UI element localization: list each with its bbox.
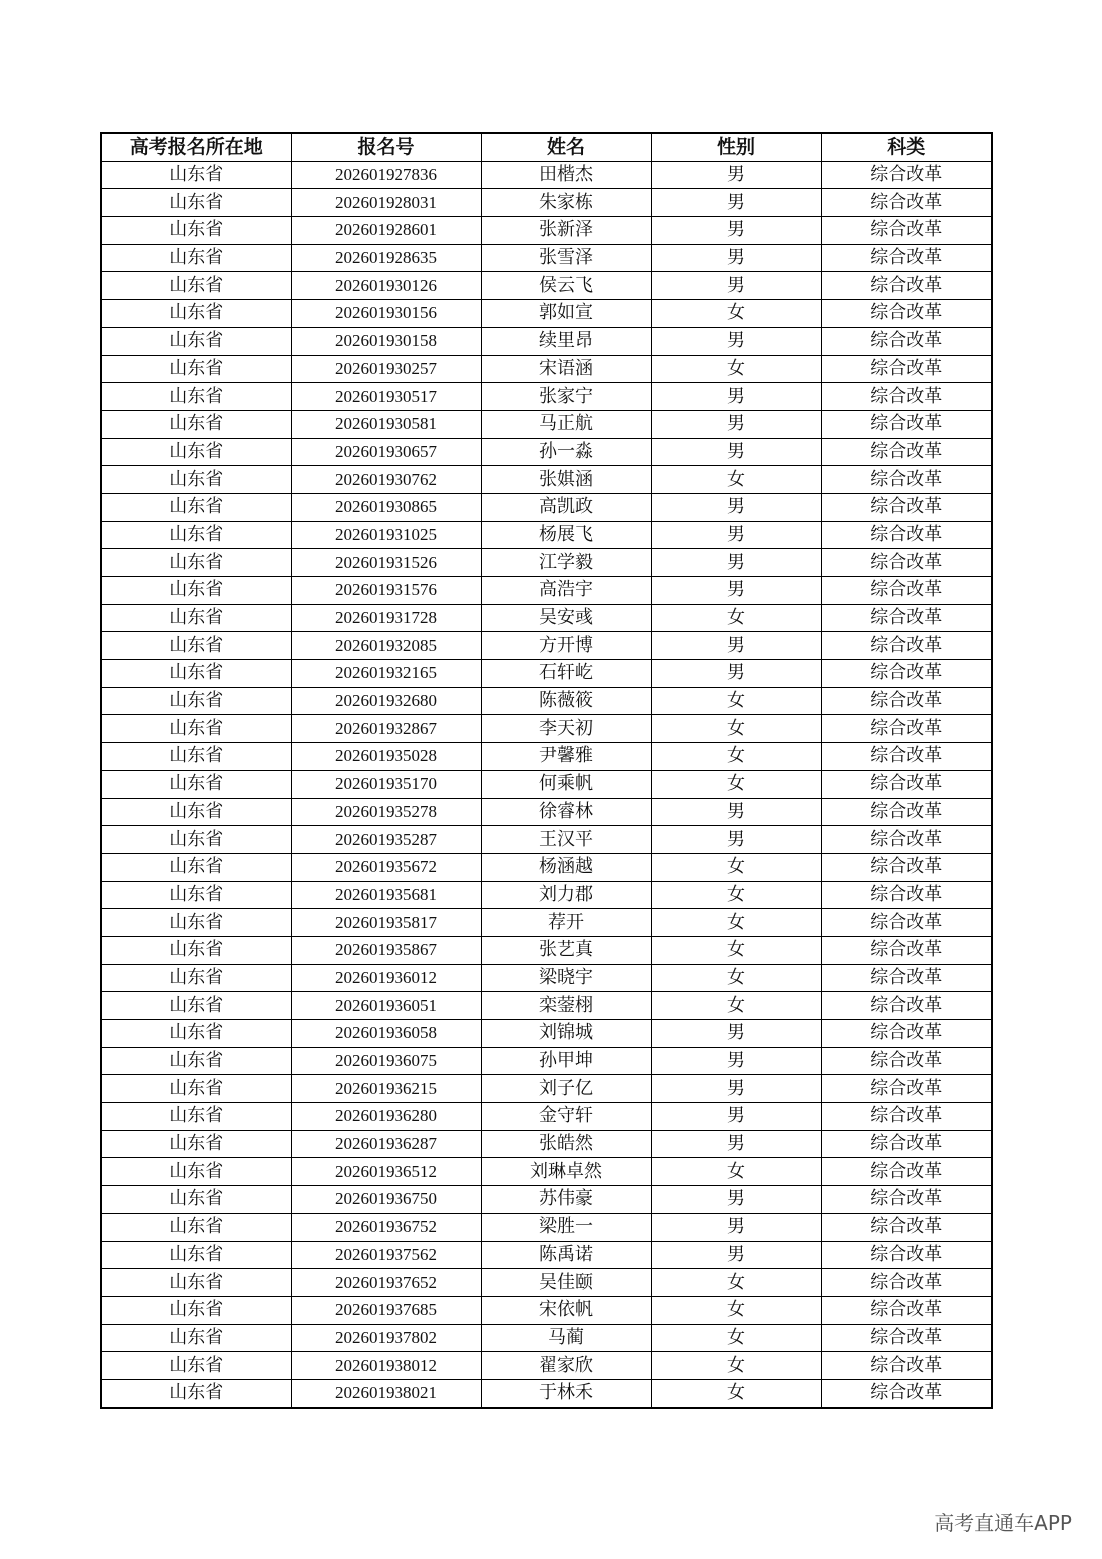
cell-name: 孙一淼	[481, 438, 651, 466]
cell-subject-category: 综合改革	[821, 161, 992, 189]
cell-subject-category: 综合改革	[821, 632, 992, 660]
cell-subject-category: 综合改革	[821, 687, 992, 715]
cell-registration-number: 202601930762	[291, 466, 481, 494]
cell-name: 刘子亿	[481, 1075, 651, 1103]
cell-name: 张雪泽	[481, 244, 651, 272]
cell-location: 山东省	[101, 1241, 291, 1269]
table-row	[101, 1213, 992, 1241]
cell-gender: 男	[651, 272, 821, 300]
header-gender: 性别	[651, 133, 821, 161]
cell-name: 李天初	[481, 715, 651, 743]
cell-registration-number: 202601928031	[291, 189, 481, 217]
cell-subject-category: 综合改革	[821, 909, 992, 937]
cell-gender: 男	[651, 660, 821, 688]
cell-name: 尹馨雅	[481, 743, 651, 771]
cell-registration-number: 202601930657	[291, 438, 481, 466]
header-name: 姓名	[481, 133, 651, 161]
cell-registration-number: 202601930581	[291, 410, 481, 438]
cell-gender: 女	[651, 687, 821, 715]
cell-registration-number: 202601930517	[291, 383, 481, 411]
cell-name: 郭如宣	[481, 300, 651, 328]
cell-subject-category: 综合改革	[821, 826, 992, 854]
table-row	[101, 217, 992, 245]
table-row	[101, 881, 992, 909]
table-row	[101, 493, 992, 521]
cell-subject-category: 综合改革	[821, 881, 992, 909]
cell-gender: 男	[651, 217, 821, 245]
cell-gender: 男	[651, 161, 821, 189]
cell-registration-number: 202601936012	[291, 964, 481, 992]
table-row	[101, 355, 992, 383]
cell-registration-number: 202601930257	[291, 355, 481, 383]
cell-gender: 女	[651, 770, 821, 798]
cell-location: 山东省	[101, 743, 291, 771]
cell-location: 山东省	[101, 1269, 291, 1297]
cell-location: 山东省	[101, 189, 291, 217]
cell-gender: 女	[651, 964, 821, 992]
table-row	[101, 715, 992, 743]
cell-gender: 女	[651, 355, 821, 383]
cell-registration-number: 202601936051	[291, 992, 481, 1020]
cell-name: 石轩屹	[481, 660, 651, 688]
cell-registration-number: 202601937685	[291, 1296, 481, 1324]
cell-registration-number: 202601930126	[291, 272, 481, 300]
table-row	[101, 798, 992, 826]
cell-registration-number: 202601935672	[291, 853, 481, 881]
cell-location: 山东省	[101, 964, 291, 992]
cell-name: 方开博	[481, 632, 651, 660]
cell-location: 山东省	[101, 604, 291, 632]
cell-name: 于林禾	[481, 1379, 651, 1407]
cell-gender: 女	[651, 466, 821, 494]
cell-gender: 男	[651, 521, 821, 549]
cell-location: 山东省	[101, 272, 291, 300]
cell-location: 山东省	[101, 300, 291, 328]
cell-subject-category: 综合改革	[821, 410, 992, 438]
table-row	[101, 1103, 992, 1131]
cell-gender: 男	[651, 438, 821, 466]
cell-subject-category: 综合改革	[821, 466, 992, 494]
cell-registration-number: 202601932165	[291, 660, 481, 688]
watermark: 高考直通车APP	[934, 1511, 1072, 1535]
cell-location: 山东省	[101, 244, 291, 272]
cell-gender: 女	[651, 853, 821, 881]
cell-name: 王汉平	[481, 826, 651, 854]
cell-registration-number: 202601930156	[291, 300, 481, 328]
cell-name: 杨涵越	[481, 853, 651, 881]
cell-subject-category: 综合改革	[821, 1324, 992, 1352]
cell-subject-category: 综合改革	[821, 327, 992, 355]
cell-gender: 男	[651, 577, 821, 605]
cell-gender: 女	[651, 1296, 821, 1324]
cell-subject-category: 综合改革	[821, 1103, 992, 1131]
cell-name: 刘锦城	[481, 1020, 651, 1048]
table-header-row	[101, 133, 992, 161]
cell-registration-number: 202601936287	[291, 1130, 481, 1158]
cell-location: 山东省	[101, 936, 291, 964]
cell-name: 荐开	[481, 909, 651, 937]
cell-location: 山东省	[101, 798, 291, 826]
cell-location: 山东省	[101, 660, 291, 688]
cell-name: 翟家欣	[481, 1352, 651, 1380]
cell-registration-number: 202601932085	[291, 632, 481, 660]
table-row	[101, 577, 992, 605]
cell-subject-category: 综合改革	[821, 1130, 992, 1158]
cell-subject-category: 综合改革	[821, 577, 992, 605]
cell-location: 山东省	[101, 410, 291, 438]
cell-name: 梁晓宇	[481, 964, 651, 992]
cell-registration-number: 202601935817	[291, 909, 481, 937]
cell-subject-category: 综合改革	[821, 383, 992, 411]
cell-name: 宋依帆	[481, 1296, 651, 1324]
cell-registration-number: 202601931576	[291, 577, 481, 605]
table-row	[101, 1020, 992, 1048]
cell-location: 山东省	[101, 438, 291, 466]
cell-gender: 女	[651, 743, 821, 771]
cell-location: 山东省	[101, 1352, 291, 1380]
cell-gender: 女	[651, 1324, 821, 1352]
table-row	[101, 1324, 992, 1352]
cell-location: 山东省	[101, 549, 291, 577]
cell-location: 山东省	[101, 577, 291, 605]
cell-subject-category: 综合改革	[821, 521, 992, 549]
cell-name: 刘琳卓然	[481, 1158, 651, 1186]
cell-gender: 女	[651, 300, 821, 328]
cell-location: 山东省	[101, 1130, 291, 1158]
table-row	[101, 1241, 992, 1269]
cell-registration-number: 202601931025	[291, 521, 481, 549]
cell-location: 山东省	[101, 881, 291, 909]
cell-name: 宋语涵	[481, 355, 651, 383]
cell-registration-number: 202601931526	[291, 549, 481, 577]
cell-name: 张新泽	[481, 217, 651, 245]
cell-subject-category: 综合改革	[821, 992, 992, 1020]
cell-gender: 男	[651, 383, 821, 411]
cell-gender: 女	[651, 1379, 821, 1407]
cell-name: 刘力郡	[481, 881, 651, 909]
cell-subject-category: 综合改革	[821, 244, 992, 272]
cell-registration-number: 202601936512	[291, 1158, 481, 1186]
table-row	[101, 826, 992, 854]
cell-name: 张艺真	[481, 936, 651, 964]
cell-subject-category: 综合改革	[821, 300, 992, 328]
cell-registration-number: 202601935278	[291, 798, 481, 826]
table-row	[101, 1379, 992, 1407]
cell-registration-number: 202601936750	[291, 1186, 481, 1214]
table-row	[101, 632, 992, 660]
cell-subject-category: 综合改革	[821, 1269, 992, 1297]
cell-gender: 女	[651, 1269, 821, 1297]
cell-gender: 男	[651, 826, 821, 854]
table-row	[101, 660, 992, 688]
cell-location: 山东省	[101, 493, 291, 521]
cell-subject-category: 综合改革	[821, 1158, 992, 1186]
cell-name: 续里昂	[481, 327, 651, 355]
table-row	[101, 272, 992, 300]
cell-gender: 男	[651, 549, 821, 577]
cell-registration-number: 202601937802	[291, 1324, 481, 1352]
cell-gender: 女	[651, 1158, 821, 1186]
table-row	[101, 743, 992, 771]
cell-subject-category: 综合改革	[821, 660, 992, 688]
cell-gender: 男	[651, 1213, 821, 1241]
cell-location: 山东省	[101, 632, 291, 660]
cell-gender: 男	[651, 1130, 821, 1158]
table-row	[101, 438, 992, 466]
cell-location: 山东省	[101, 1379, 291, 1407]
cell-subject-category: 综合改革	[821, 1241, 992, 1269]
cell-name: 苏伟豪	[481, 1186, 651, 1214]
table-row	[101, 327, 992, 355]
cell-location: 山东省	[101, 1213, 291, 1241]
cell-gender: 女	[651, 604, 821, 632]
cell-gender: 男	[651, 798, 821, 826]
cell-location: 山东省	[101, 1324, 291, 1352]
cell-name: 马正航	[481, 410, 651, 438]
cell-gender: 男	[651, 493, 821, 521]
table-row	[101, 1047, 992, 1075]
cell-gender: 男	[651, 1241, 821, 1269]
cell-subject-category: 综合改革	[821, 493, 992, 521]
table-row	[101, 604, 992, 632]
cell-subject-category: 综合改革	[821, 964, 992, 992]
cell-location: 山东省	[101, 687, 291, 715]
cell-name: 马蔺	[481, 1324, 651, 1352]
cell-registration-number: 202601935170	[291, 770, 481, 798]
table-row	[101, 410, 992, 438]
table-row	[101, 549, 992, 577]
cell-gender: 女	[651, 715, 821, 743]
cell-location: 山东省	[101, 826, 291, 854]
cell-location: 山东省	[101, 161, 291, 189]
table-row	[101, 992, 992, 1020]
cell-name: 朱家栋	[481, 189, 651, 217]
admission-list-table	[100, 132, 993, 1409]
cell-subject-category: 综合改革	[821, 1379, 992, 1407]
table-row	[101, 466, 992, 494]
cell-name: 陈薇筱	[481, 687, 651, 715]
cell-registration-number: 202601932680	[291, 687, 481, 715]
cell-subject-category: 综合改革	[821, 1186, 992, 1214]
table-row	[101, 964, 992, 992]
cell-gender: 男	[651, 1075, 821, 1103]
cell-subject-category: 综合改革	[821, 438, 992, 466]
cell-gender: 男	[651, 244, 821, 272]
cell-name: 孙甲坤	[481, 1047, 651, 1075]
cell-location: 山东省	[101, 521, 291, 549]
table-row	[101, 770, 992, 798]
cell-name: 杨展飞	[481, 521, 651, 549]
cell-subject-category: 综合改革	[821, 1020, 992, 1048]
table-row	[101, 1186, 992, 1214]
cell-name: 高凯政	[481, 493, 651, 521]
cell-location: 山东省	[101, 1020, 291, 1048]
cell-registration-number: 202601938021	[291, 1379, 481, 1407]
cell-registration-number: 202601931728	[291, 604, 481, 632]
cell-location: 山东省	[101, 1103, 291, 1131]
cell-gender: 男	[651, 1103, 821, 1131]
cell-location: 山东省	[101, 1158, 291, 1186]
cell-registration-number: 202601935867	[291, 936, 481, 964]
cell-location: 山东省	[101, 1296, 291, 1324]
cell-subject-category: 综合改革	[821, 936, 992, 964]
cell-subject-category: 综合改革	[821, 549, 992, 577]
cell-name: 田楷杰	[481, 161, 651, 189]
cell-gender: 男	[651, 189, 821, 217]
cell-location: 山东省	[101, 1047, 291, 1075]
cell-name: 徐睿林	[481, 798, 651, 826]
header-subject-category: 科类	[821, 133, 992, 161]
cell-subject-category: 综合改革	[821, 715, 992, 743]
table-row	[101, 300, 992, 328]
cell-name: 何乘帆	[481, 770, 651, 798]
table-row	[101, 1296, 992, 1324]
cell-subject-category: 综合改革	[821, 1075, 992, 1103]
cell-registration-number: 202601936058	[291, 1020, 481, 1048]
cell-registration-number: 202601937652	[291, 1269, 481, 1297]
cell-name: 金守轩	[481, 1103, 651, 1131]
table-row	[101, 161, 992, 189]
cell-subject-category: 综合改革	[821, 604, 992, 632]
cell-gender: 女	[651, 936, 821, 964]
cell-name: 吴佳颐	[481, 1269, 651, 1297]
cell-registration-number: 202601936215	[291, 1075, 481, 1103]
cell-registration-number: 202601935028	[291, 743, 481, 771]
header-location: 高考报名所在地	[101, 133, 291, 161]
cell-subject-category: 综合改革	[821, 189, 992, 217]
table-row	[101, 189, 992, 217]
cell-registration-number: 202601935681	[291, 881, 481, 909]
cell-subject-category: 综合改革	[821, 770, 992, 798]
table-row	[101, 853, 992, 881]
cell-gender: 男	[651, 632, 821, 660]
cell-subject-category: 综合改革	[821, 355, 992, 383]
cell-location: 山东省	[101, 327, 291, 355]
cell-registration-number: 202601928601	[291, 217, 481, 245]
cell-location: 山东省	[101, 217, 291, 245]
cell-location: 山东省	[101, 770, 291, 798]
cell-name: 栾蓥栩	[481, 992, 651, 1020]
cell-registration-number: 202601937562	[291, 1241, 481, 1269]
table-row	[101, 1130, 992, 1158]
cell-subject-category: 综合改革	[821, 217, 992, 245]
cell-registration-number: 202601936280	[291, 1103, 481, 1131]
cell-location: 山东省	[101, 383, 291, 411]
cell-registration-number: 202601927836	[291, 161, 481, 189]
cell-location: 山东省	[101, 1075, 291, 1103]
cell-name: 张娸涵	[481, 466, 651, 494]
table-row	[101, 383, 992, 411]
cell-location: 山东省	[101, 909, 291, 937]
cell-location: 山东省	[101, 715, 291, 743]
cell-subject-category: 综合改革	[821, 1047, 992, 1075]
cell-location: 山东省	[101, 355, 291, 383]
cell-gender: 男	[651, 327, 821, 355]
cell-name: 张家宁	[481, 383, 651, 411]
cell-subject-category: 综合改革	[821, 1352, 992, 1380]
cell-name: 陈禹诺	[481, 1241, 651, 1269]
cell-name: 侯云飞	[481, 272, 651, 300]
cell-gender: 男	[651, 1020, 821, 1048]
table-row	[101, 1075, 992, 1103]
cell-registration-number: 202601938012	[291, 1352, 481, 1380]
cell-subject-category: 综合改革	[821, 743, 992, 771]
table-row	[101, 521, 992, 549]
table-row	[101, 1269, 992, 1297]
cell-subject-category: 综合改革	[821, 798, 992, 826]
table-row	[101, 1158, 992, 1186]
cell-registration-number: 202601930865	[291, 493, 481, 521]
cell-name: 张皓然	[481, 1130, 651, 1158]
cell-location: 山东省	[101, 466, 291, 494]
table-row	[101, 1352, 992, 1380]
cell-subject-category: 综合改革	[821, 1296, 992, 1324]
table-row	[101, 244, 992, 272]
cell-registration-number: 202601928635	[291, 244, 481, 272]
cell-registration-number: 202601936752	[291, 1213, 481, 1241]
cell-gender: 女	[651, 1352, 821, 1380]
cell-location: 山东省	[101, 853, 291, 881]
cell-registration-number: 202601936075	[291, 1047, 481, 1075]
cell-registration-number: 202601930158	[291, 327, 481, 355]
cell-subject-category: 综合改革	[821, 272, 992, 300]
cell-registration-number: 202601935287	[291, 826, 481, 854]
cell-gender: 男	[651, 410, 821, 438]
cell-name: 梁胜一	[481, 1213, 651, 1241]
cell-location: 山东省	[101, 992, 291, 1020]
cell-name: 吴安彧	[481, 604, 651, 632]
table-row	[101, 687, 992, 715]
cell-subject-category: 综合改革	[821, 853, 992, 881]
cell-name: 高浩宇	[481, 577, 651, 605]
cell-name: 江学毅	[481, 549, 651, 577]
cell-gender: 女	[651, 909, 821, 937]
cell-location: 山东省	[101, 1186, 291, 1214]
cell-gender: 男	[651, 1047, 821, 1075]
cell-gender: 女	[651, 992, 821, 1020]
table-row	[101, 909, 992, 937]
header-registration-number: 报名号	[291, 133, 481, 161]
cell-gender: 女	[651, 881, 821, 909]
cell-subject-category: 综合改革	[821, 1213, 992, 1241]
cell-gender: 男	[651, 1186, 821, 1214]
cell-registration-number: 202601932867	[291, 715, 481, 743]
table-row	[101, 936, 992, 964]
